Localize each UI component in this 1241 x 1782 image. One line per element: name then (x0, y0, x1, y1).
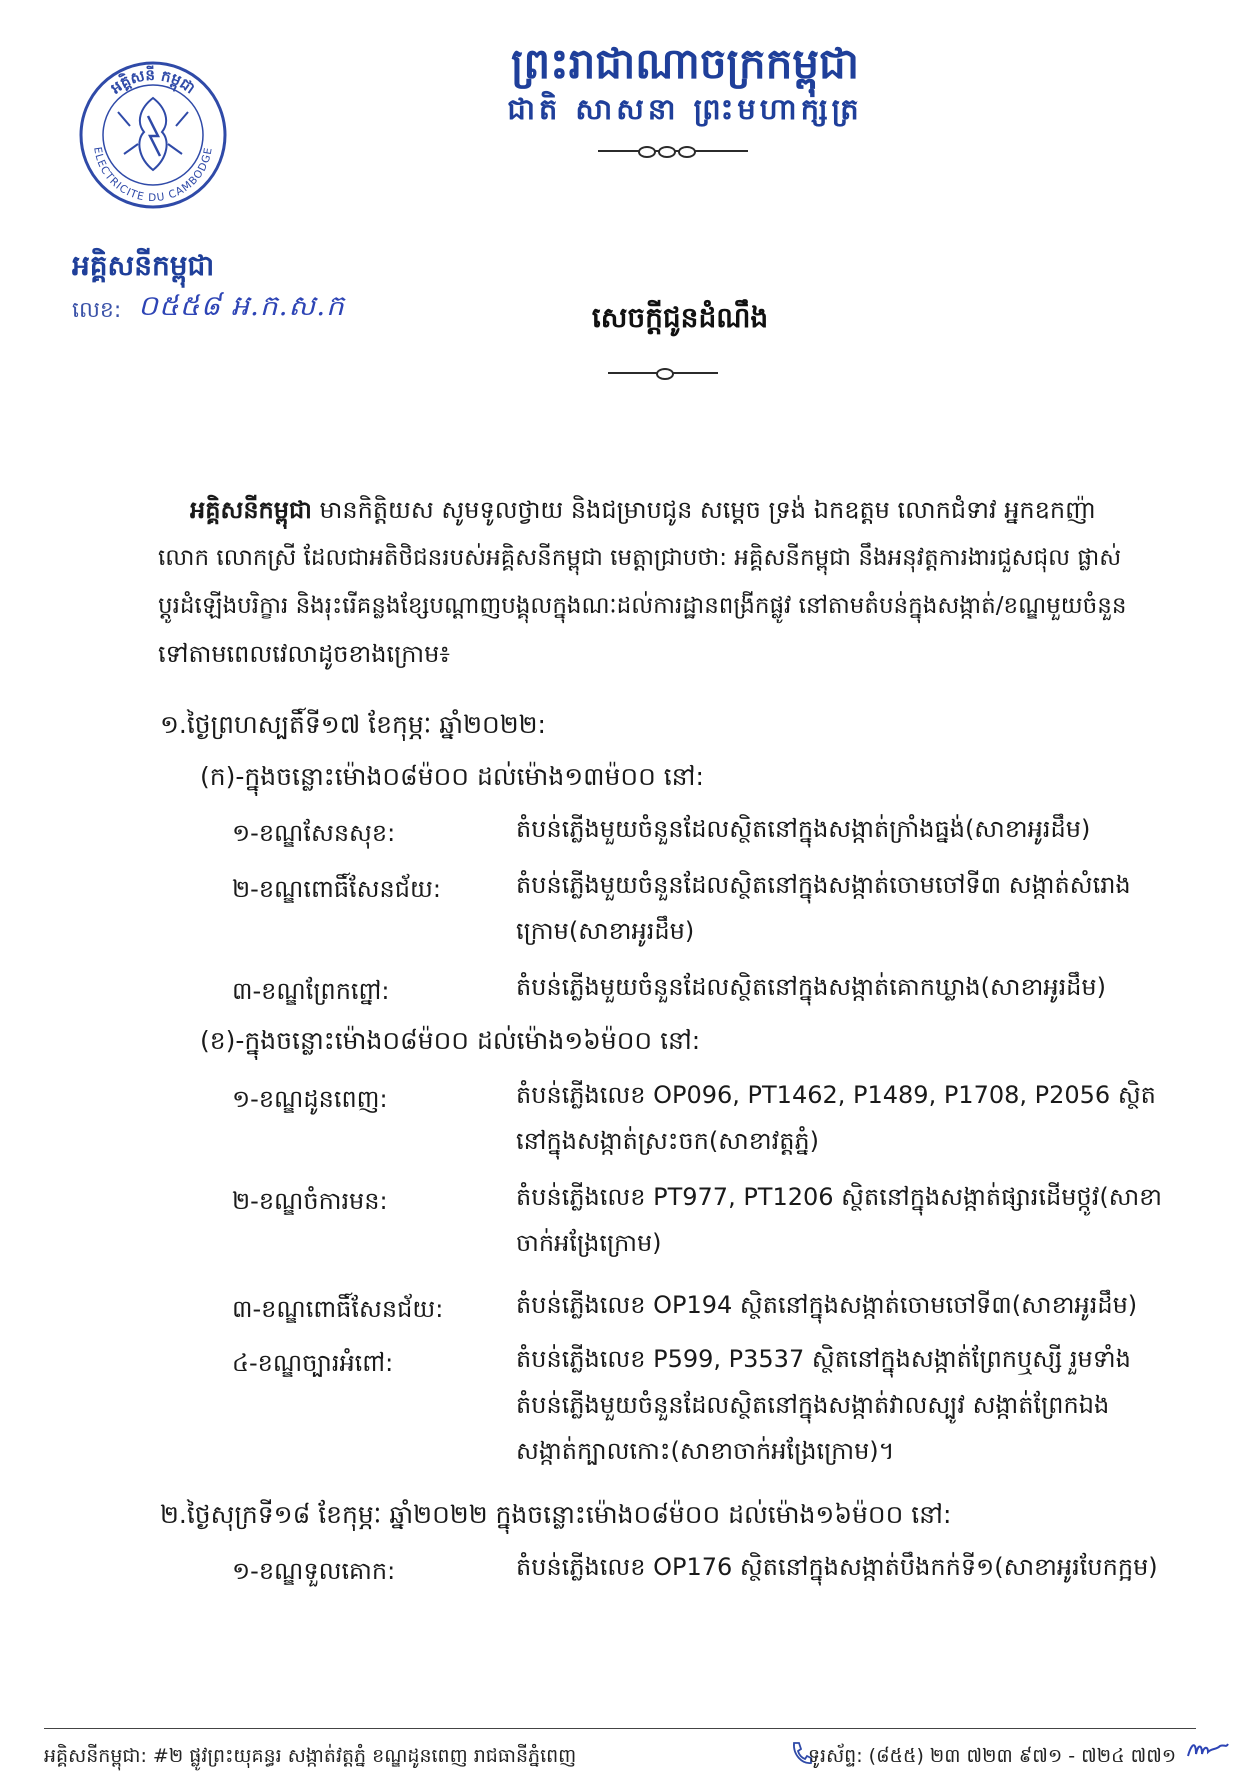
svg-text:ELECTRICITE DU CAMBODGE (91, 146, 215, 204)
day-2-heading: ២.ថ្ងៃសុក្រទី១៨ ខែកុម្ភៈ ឆ្នាំ២០២២ ក្នុងចន្លោះម៉ោង០៨ម៉០០ ដល់ម៉ោង១៦ម៉០០ នៅ: (160, 1500, 952, 1529)
district-row-area: តំបន់ភ្លើងលេខ OP096, PT1462, P1489, P1708, P2056 ស្ថិតនៅក្នុងសង្កាត់ស្រះចក(សាខាវត្តភ្នំ) (516, 1081, 1156, 1155)
district-row-label: ៣-ខណ្ឌព្រែកព្នៅ: (232, 977, 390, 1005)
district-row-area: តំបន់ភ្លើងលេខ PT977, PT1206 ស្ថិតនៅក្នុងសង្កាត់ផ្សារដើមថ្កូវ(សាខាចាក់អង្រែក្រោម) (516, 1183, 1163, 1257)
kingdom-heading: ព្រះរាជាណាចក្រកម្ពុជា (510, 39, 860, 88)
intro-paragraph (158, 486, 1170, 678)
header-ornament-divider (598, 150, 748, 152)
district-row-area: តំបន់ភ្លើងមួយចំនួនដែលស្ថិតនៅក្នុងសង្កាត់គោកឃ្លាង(សាខាអូរដឹម) (516, 973, 1107, 1001)
district-row-area: តំបន់ភ្លើងលេខ OP176 ស្ថិតនៅក្នុងសង្កាត់បឹងកក់ទី១(សាខាអូរបែកក្អម) (516, 1553, 1158, 1581)
intro-line-4: ទៅតាមពេលវេលាដូចខាងក្រោម៖ (158, 640, 450, 668)
district-row-label: ១-ខណ្ឌដូនពេញ: (232, 1085, 388, 1113)
document-title: សេចក្តីជូនដំណឹង (591, 301, 769, 334)
day-1-slot-b-heading: (ខ)-ក្នុងចន្លោះម៉ោង០៨ម៉០០ ដល់ម៉ោង១៦ម៉០០ នៅ: (200, 1026, 701, 1055)
day-1-heading: ១.ថ្ងៃព្រហស្បតិ៍ទី១៧ ខែកុម្ភៈ ឆ្នាំ២០២២: (160, 710, 546, 739)
national-motto: ជាតិ សាសនា ព្រះមហាក្សត្រ (507, 92, 863, 126)
reference-label: លេខ: (72, 298, 122, 323)
district-row-area: តំបន់ភ្លើងលេខ OP194 ស្ថិតនៅក្នុងសង្កាត់ចោមចៅទី៣(សាខាអូរដឹម) (516, 1291, 1138, 1319)
intro-org-name: អគ្គិសនីកម្ពុជា (190, 496, 312, 524)
footer-phone: ទូរស័ព្ទ: (៨៥៥) ២៣ ៧២៣ ៩៧១ - ៧២៤ ៧៧១ (808, 1745, 1177, 1767)
footer-address: អគ្គិសនីកម្ពុជា: #២ ផ្លូវព្រះយុគន្ធរ សង្កាត់វត្តភ្នំ ខណ្ឌដូនពេញ រាជធានីភ្នំពេញ (44, 1745, 577, 1767)
initial-signature (1186, 1740, 1230, 1760)
district-row-label: ២-ខណ្ឌចំការមន: (232, 1187, 388, 1215)
intro-line-2: លោក លោកស្រី ដែលជាអតិថិជនរបស់អគ្គិសនីកម្ពុជា មេត្តាជ្រាបថា: អគ្គិសនីកម្ពុជា នឹងអនុវត្តការងារជួសជុល ផ្លាស់ (158, 545, 1122, 571)
seal-text-bottom: ELECTRICITE DU CAMBODGE (91, 146, 215, 205)
organization-name: អគ្គិសនីកម្ពុជា (72, 249, 215, 282)
title-ornament-divider (608, 372, 718, 374)
district-row-label: ២-ខណ្ឌពោធិ៍សែនជ័យ: (232, 875, 441, 903)
footer-divider (44, 1728, 1196, 1729)
district-row-area: តំបន់ភ្លើងមួយចំនួនដែលស្ថិតនៅក្នុងសង្កាត់ចោមចៅទី៣ សង្កាត់សំរោងក្រោម(សាខាអូរដឹម) (516, 871, 1131, 945)
edc-seal-logo (78, 60, 228, 210)
reference-number-handwritten: ០៥៥៨ អ.ក.ស.ក (138, 289, 345, 322)
seal-text-top: អគ្គិសនី កម្ពុជា (107, 65, 199, 98)
intro-line-3: ប្តូរដំឡើងបរិក្ខារ និងរុះរើគន្លងខ្សែបណ្តាញបង្គុលក្នុងណៈដល់ការដ្ឋានពង្រីកផ្លូវ នៅតាមតំបន់ក្នុងសង្កាត់/ខណ្ឌមួយចំនួន (158, 593, 1127, 619)
day-1-slot-a-heading: (ក)-ក្នុងចន្លោះម៉ោង០៨ម៉០០ ដល់ម៉ោង១៣ម៉០០ នៅ: (200, 762, 704, 791)
district-row-label: ៤-ខណ្ឌច្បារអំពៅ: (232, 1349, 394, 1377)
district-row-area: តំបន់ភ្លើងមួយចំនួនដែលស្ថិតនៅក្នុងសង្កាត់ក្រាំងធ្នង់(សាខាអូរដឹម) (516, 815, 1091, 843)
district-row-label: ៣-ខណ្ឌពោធិ៍សែនជ័យ: (232, 1295, 444, 1323)
district-row-label: ១-ខណ្ឌទួលគោក: (232, 1557, 396, 1585)
intro-line-1: មានកិត្តិយស សូមទូលថ្វាយ និងជម្រាបជូន សម្តេច ទ្រង់ ឯកឧត្តម លោកជំទាវ អ្នកឧកញ៉ា (311, 496, 1096, 524)
district-row-label: ១-ខណ្ឌសែនសុខ: (232, 819, 396, 847)
district-row-area: តំបន់ភ្លើងលេខ P599, P3537 ស្ថិតនៅក្នុងសង្កាត់ព្រែកឬស្សី រួមទាំងតំបន់ភ្លើងមួយចំនួនដែលស្ថិតនៅក្នុងសង្កាត់វាលស្បូវ សង្កាត់ព្រែកឯង សង្កាត់ក្បាលកោះ(សាខាចាក់អង្រែក្រោម)។ (516, 1345, 1131, 1465)
